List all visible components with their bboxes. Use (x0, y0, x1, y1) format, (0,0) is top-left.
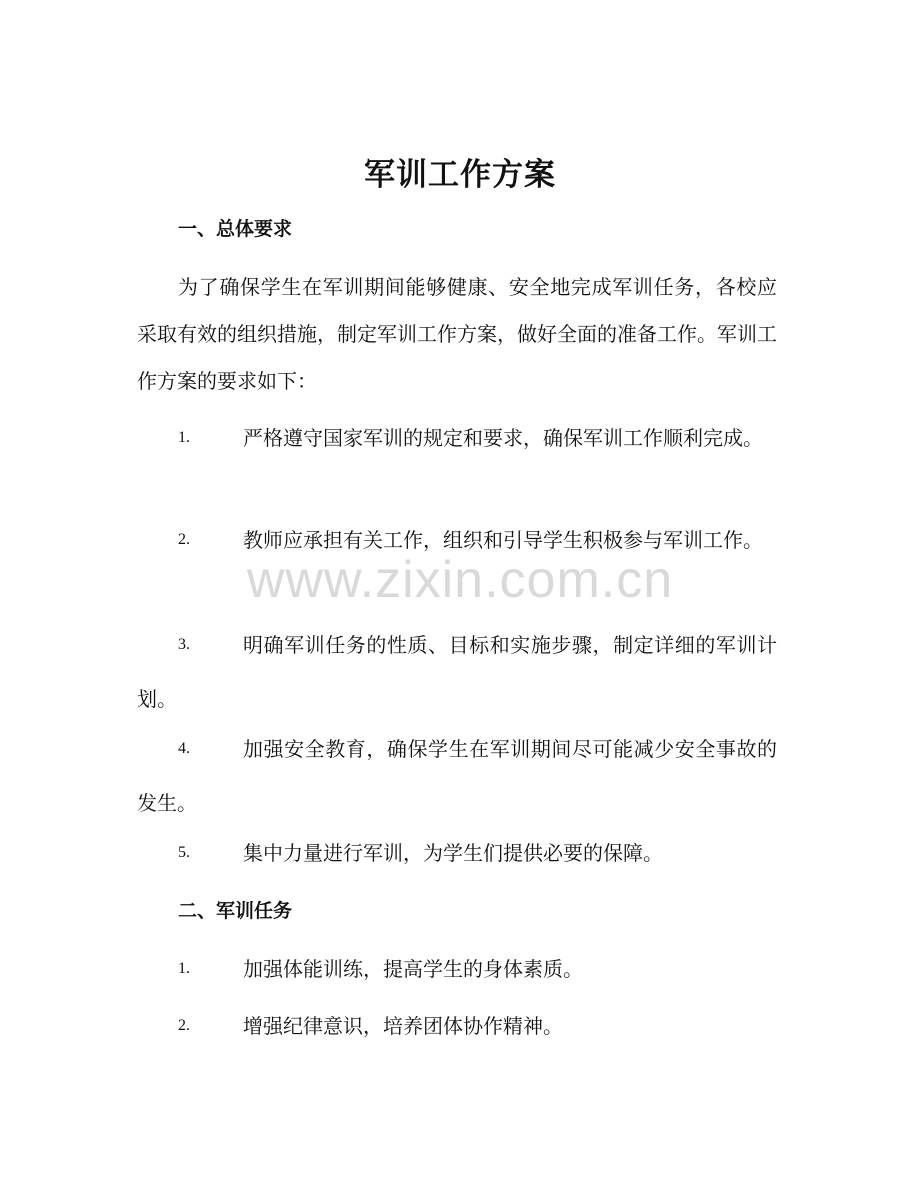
list-item-number: 1. (178, 960, 190, 977)
list-item (137, 411, 777, 465)
list-item-number: 3. (178, 636, 190, 653)
list-item-text: 加强安全教育，确保学生在军训期间尽可能减少安全事故的发生。 (137, 737, 777, 815)
section-heading-training-tasks: 二、军训任务 (178, 900, 293, 922)
list-item (137, 999, 777, 1053)
list-item-text: 明确军训任务的性质、目标和实施步骤，制定详细的军训计划。 (137, 633, 777, 711)
list-item-text: 加强体能训练，提高学生的身体素质。 (243, 957, 583, 981)
list-item-text: 集中力量进行军训，为学生们提供必要的保障。 (243, 841, 663, 865)
intro-paragraph: 为了确保学生在军训期间能够健康、安全地完成军训任务，各校应采取有效的组织措施，制定军训工作方案，做好全面的准备工作。军训工作方案的要求如下： (137, 275, 777, 393)
list-item-text: 教师应承担有关工作，组织和引导学生积极参与军训工作。 (243, 528, 763, 552)
list-item-text: 增强纪律意识，培养团体协作精神。 (243, 1014, 563, 1038)
list-item-number: 4. (178, 740, 190, 757)
list-item-text: 严格遵守国家军训的规定和要求，确保军训工作顺利完成。 (243, 426, 763, 450)
watermark: www.zixin.com.cn (246, 551, 674, 609)
document-title: 军训工作方案 (364, 157, 556, 193)
list-item-number: 5. (178, 844, 190, 861)
list-item-number: 2. (178, 1017, 190, 1034)
list-item (137, 618, 777, 726)
list-item (137, 826, 777, 880)
list-item-number: 2. (178, 531, 190, 548)
list-item (137, 722, 777, 830)
list-item-number: 1. (178, 429, 190, 446)
list-item (137, 942, 777, 996)
section-heading-general-requirements: 一、总体要求 (178, 218, 293, 240)
